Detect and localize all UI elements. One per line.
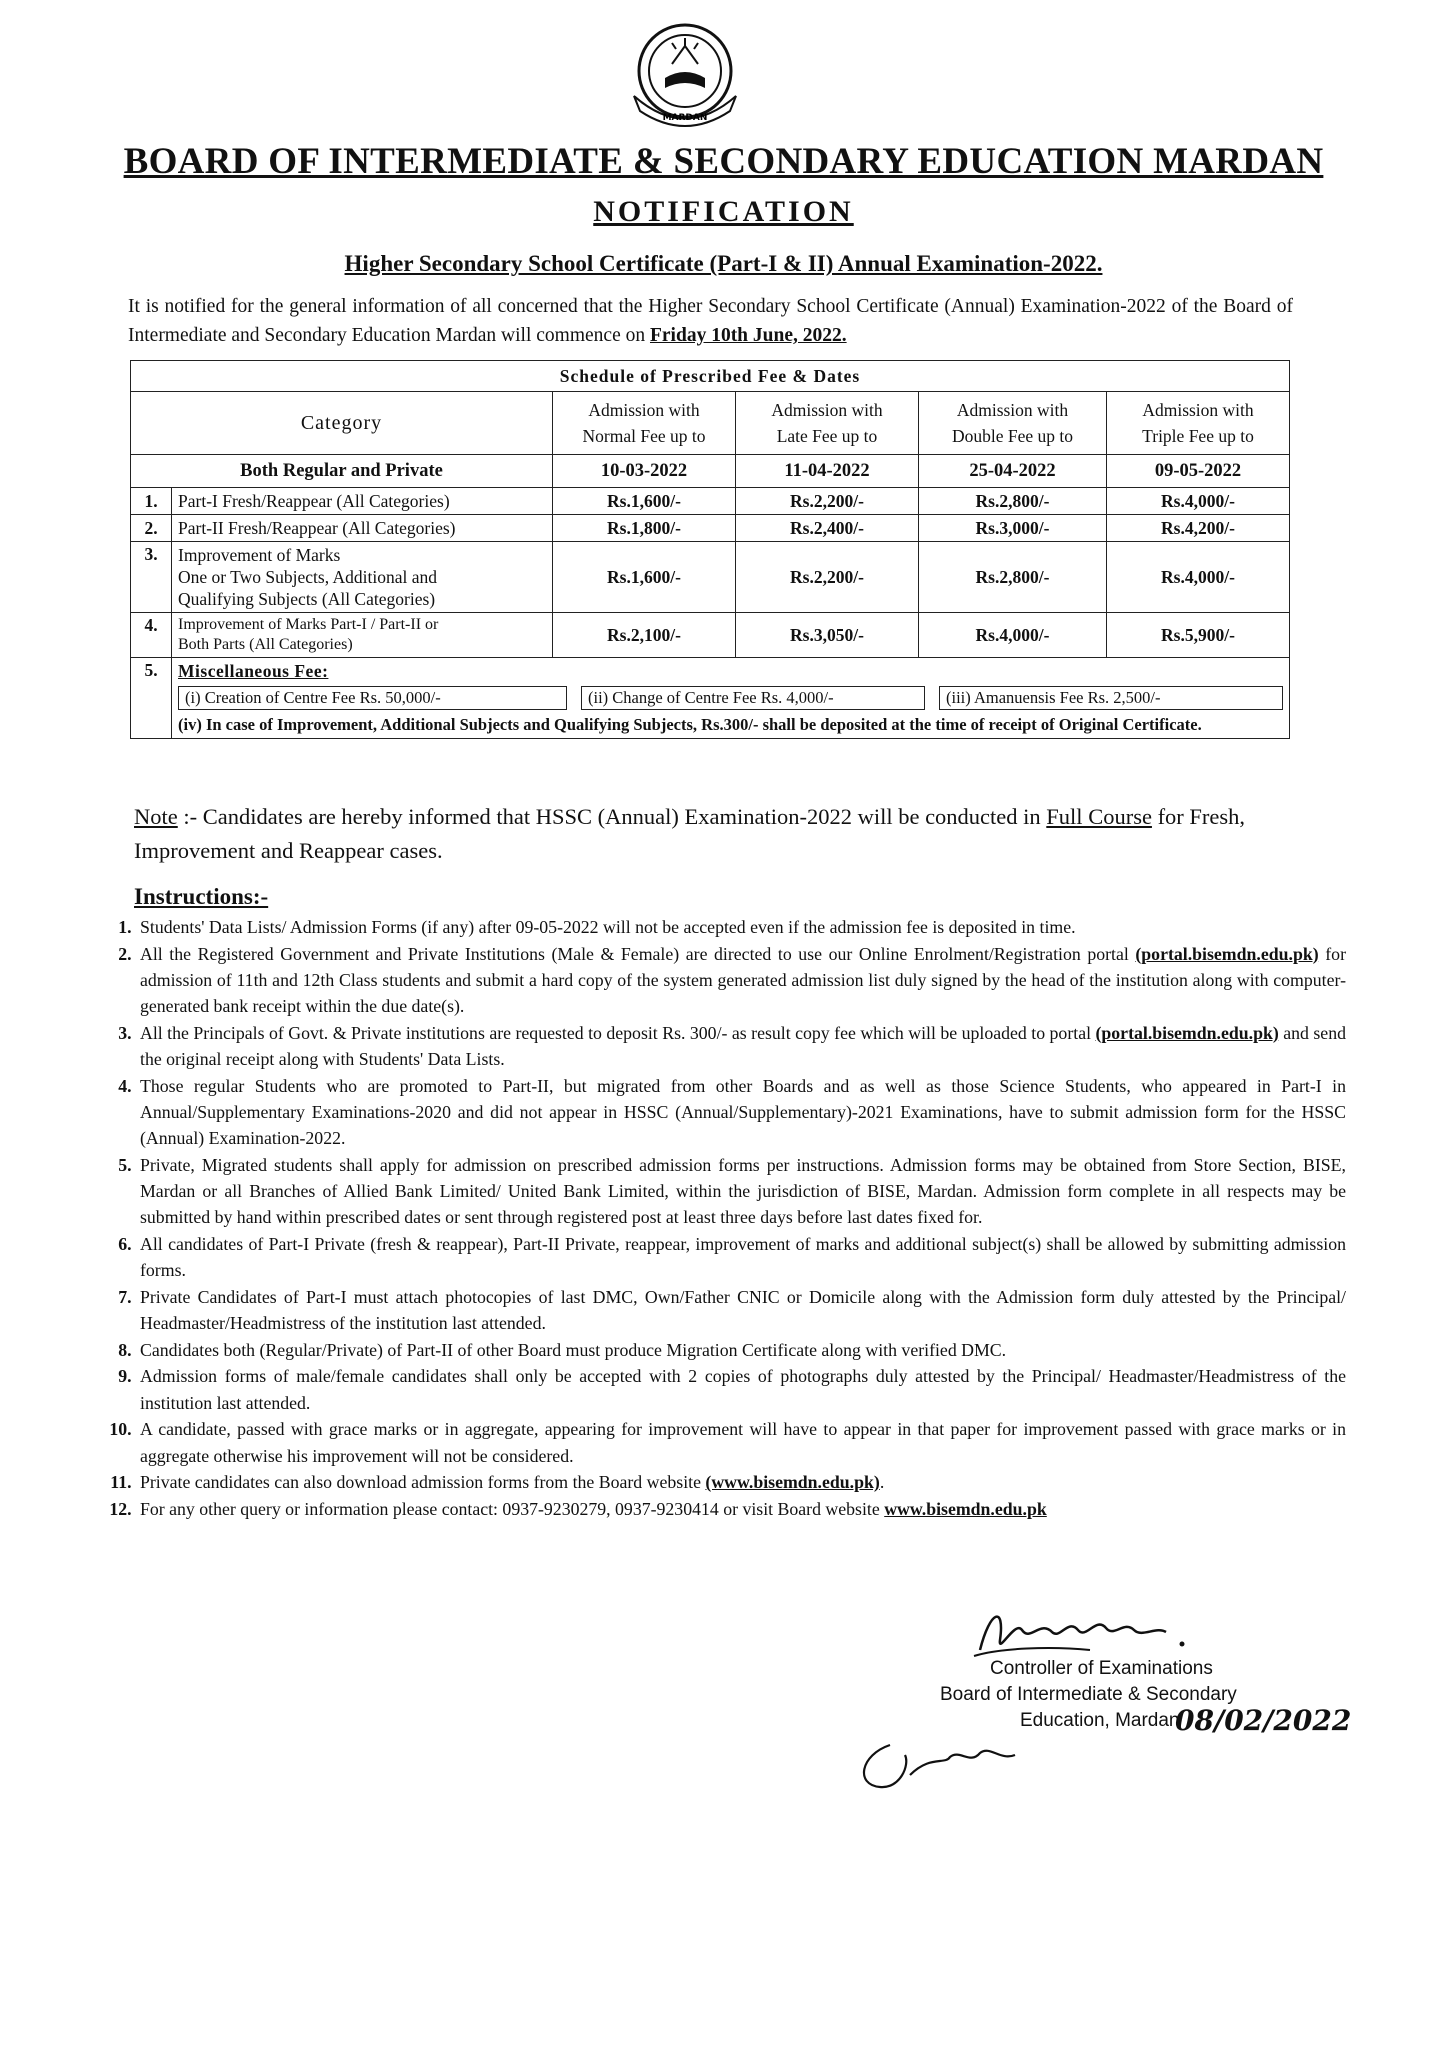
note-text: for Fresh, Improvement and Reappear cases. [134,804,1246,863]
list-item [136,1073,1346,1152]
column-header-line: Admission with [1142,400,1254,420]
column-header-line: Admission with [588,400,700,420]
column-header-line: Late Fee up to [776,426,878,446]
misc-fee-item: (ii) Change of Centre Fee Rs. 4,000/- [581,686,925,710]
instruction-text: Private candidates can also download admission forms from the Board website [140,1472,706,1493]
fee-cell: Rs.4,000/- [919,613,1107,658]
date-late: 11-04-2022 [736,455,919,488]
list-item [136,1020,1346,1072]
table-row [131,542,1290,613]
row-category: Part-II Fresh/Reappear (All Categories) [172,515,553,542]
row-category-line: Improvement of Marks Part-I / Part-II or [178,616,439,633]
misc-fee-note: (iv) In case of Improvement, Additional Subjects and Qualifying Subjects, Rs.300/- shall be deposited at the time of receipt of Original Certificate. [178,715,1202,734]
instruction-text: Private, Migrated students shall apply for admission on prescribed admission forms per instructions. Admission forms may be obtained from Store Section, BISE, Mardan or all Branches of Allied Bank Limited/ United Bank Limited, within the jurisdiction of BISE, Mardan. Admission form complete in all respects may be submitted by hand within prescribed dates or sent through registered post at least three days before last dates fixed for. [140,1154,1346,1228]
column-header-line: Admission with [771,400,883,420]
misc-fee-item: (i) Creation of Centre Fee Rs. 50,000/- [178,686,567,710]
notification-heading: NOTIFICATION [593,195,854,228]
list-item [136,1284,1346,1336]
fee-cell: Rs.2,800/- [919,488,1107,515]
instruction-text: All candidates of Part-I Private (fresh & reappear), Part-II Private, reappear, improvement of marks and additional subject(s) shall be allowed by submitting admission forms. [140,1233,1346,1281]
portal-link[interactable]: (portal.bisemdn.edu.pk) [1135,943,1319,964]
fee-cell: Rs.2,100/- [553,613,736,658]
fee-cell: Rs.1,800/- [553,515,736,542]
note-paragraph [134,800,1294,868]
fee-cell: Rs.3,000/- [919,515,1107,542]
instruction-text: Admission forms of male/female candidates shall only be accepted with 2 copies of photographs duly attested by the Principal/ Headmaster/Headmistress of the institution last attended. [140,1366,1346,1413]
fee-cell: Rs.4,000/- [1107,542,1290,613]
list-item [136,914,1346,940]
full-course-text: Full Course [1046,804,1152,829]
category-header: Category [131,392,553,455]
instruction-text: and send the original receipt along with Students' Data Lists. [140,1022,1346,1070]
list-item [136,941,1346,1020]
column-header-triple [1107,392,1290,455]
list-item [136,1416,1346,1468]
row-number: 1. [131,488,172,515]
misc-fee-item: (iii) Amanuensis Fee Rs. 2,500/- [939,686,1283,710]
table-row [131,488,1290,515]
signatory-title: Controller of Examinations [990,1658,1213,1679]
column-header-line: Admission with [956,400,1069,420]
misc-fee-cell [172,658,1290,739]
list-item [136,1363,1346,1415]
commencement-date: Friday 10th June, 2022. [649,325,847,346]
fee-cell: Rs.3,050/- [736,613,919,658]
fee-cell: Rs.2,400/- [736,515,919,542]
row-category-line: One or Two Subjects, Additional and [178,567,437,587]
row-number: 4. [131,613,172,658]
board-emblem-icon [620,16,750,138]
instruction-text: For any other query or information please contact: 0937-9230279, 0937-9230414 or visit Board website [140,1498,885,1519]
date-double: 25-04-2022 [919,455,1107,488]
fee-cell: Rs.1,600/- [553,488,736,515]
signatory-place: Education, Mardan [1020,1710,1180,1731]
fee-cell: Rs.2,200/- [736,488,919,515]
table-title: Schedule of Prescribed Fee & Dates [131,361,1290,392]
signature-scribble-icon [960,1600,1220,1666]
misc-fee-items [178,686,1283,710]
list-item [136,1231,1346,1283]
both-regular-private-label: Both Regular and Private [131,455,553,488]
column-header-line: Normal Fee up to [582,426,706,446]
row-category [172,613,553,658]
date-normal: 10-03-2022 [553,455,736,488]
date-triple: 09-05-2022 [1107,455,1290,488]
misc-fee-row [131,658,1290,739]
table-row [131,515,1290,542]
row-category [172,542,553,613]
instruction-text: All the Registered Government and Private Institutions (Male & Female) are directed to use our Online Enrolment/Registration portal [140,943,1136,964]
logo-text: MARDAN [662,113,708,123]
intro-paragraph [128,292,1293,350]
exam-title: Higher Secondary School Certificate (Part-I & II) Annual Examination-2022. [344,251,1103,276]
instruction-text: Private Candidates of Part-I must attach photocopies of last DMC, Own/Father CNIC or Domicile along with the Admission form duly attested by the Principal/ Headmaster/Headmistress of the institution last attended. [140,1286,1346,1334]
misc-fee-label: Miscellaneous Fee: [178,661,329,681]
portal-link[interactable]: (portal.bisemdn.edu.pk) [1095,1022,1279,1043]
signature-date: 08/02/2022 [1175,1704,1352,1737]
column-header-line: Triple Fee up to [1142,426,1254,446]
intro-text: It is notified for the general information of all concerned that the Higher Secondary School Certificate (Annual) Examination-2022 of the Board of Intermediate and Secondary Education Mardan will commence on [128,296,1293,346]
instruction-text: Students' Data Lists/ Admission Forms (if any) after 09-05-2022 will not be accepted even if the admission fee is deposited in time. [140,917,1076,937]
note-label: Note [134,804,178,829]
fee-cell: Rs.2,200/- [736,542,919,613]
list-item [136,1152,1346,1231]
instructions-heading: Instructions:- [134,884,269,909]
initials-scribble-icon [850,1735,1040,1795]
note-text: :- Candidates are hereby informed that HSSC (Annual) Examination-2022 will be conducted in [177,804,1047,829]
row-category-line: Both Parts (All Categories) [178,636,353,653]
row-category: Part-I Fresh/Reappear (All Categories) [172,488,553,515]
row-number: 2. [131,515,172,542]
instruction-text: A candidate, passed with grace marks or in aggregate, appearing for improvement will have to appear in that paper for improvement passed with grace marks or in aggregate otherwise his improvement will not be considered. [140,1419,1346,1466]
fee-cell: Rs.4,200/- [1107,515,1290,542]
fee-cell: Rs.1,600/- [553,542,736,613]
instruction-text: . [879,1472,885,1493]
fee-cell: Rs.5,900/- [1107,613,1290,658]
column-header-normal [553,392,736,455]
instruction-text: All the Principals of Govt. & Private institutions are requested to deposit Rs. 300/- as result copy fee which will be uploaded to portal [140,1022,1096,1043]
signatory-board: Board of Intermediate & Secondary [940,1684,1237,1705]
board-title: BOARD OF INTERMEDIATE & SECONDARY EDUCATION MARDAN [123,141,1324,182]
fee-schedule-table [130,360,1290,739]
instruction-text: Those regular Students who are promoted to Part-II, but migrated from other Boards and as well as those Science Students, who appeared in Part-I in Annual/Supplementary Examinations-2020 and did not appear in HSSC (Annual/Supplementary)-2021 Examinations, have to submit admission form for the HSSC (Annual) Examination-2022. [140,1075,1346,1149]
fee-cell: Rs.4,000/- [1107,488,1290,515]
column-header-double [919,392,1107,455]
row-number: 5. [131,658,172,739]
row-category-line: Qualifying Subjects (All Categories) [178,589,436,609]
website-link[interactable]: www.bisemdn.edu.pk [884,1498,1047,1519]
column-header-line: Double Fee up to [951,426,1074,446]
website-link[interactable]: (www.bisemdn.edu.pk) [705,1472,880,1493]
instruction-text: for admission of 11th and 12th Class students and submit a hard copy of the system generated admission list duly signed by the head of the institution along with computer-generated bank receipt within the due date(s). [140,943,1346,1017]
column-header-late [736,392,919,455]
row-category-line: Improvement of Marks [178,545,341,565]
fee-cell: Rs.2,800/- [919,542,1107,613]
list-item [136,1496,1346,1522]
list-item [136,1469,1346,1495]
table-row [131,613,1290,658]
row-number: 3. [131,542,172,613]
list-item [136,1337,1346,1363]
instruction-text: Candidates both (Regular/Private) of Part-II of other Board must produce Migration Certificate along with verified DMC. [140,1339,1007,1360]
instructions-list [92,914,1346,1523]
